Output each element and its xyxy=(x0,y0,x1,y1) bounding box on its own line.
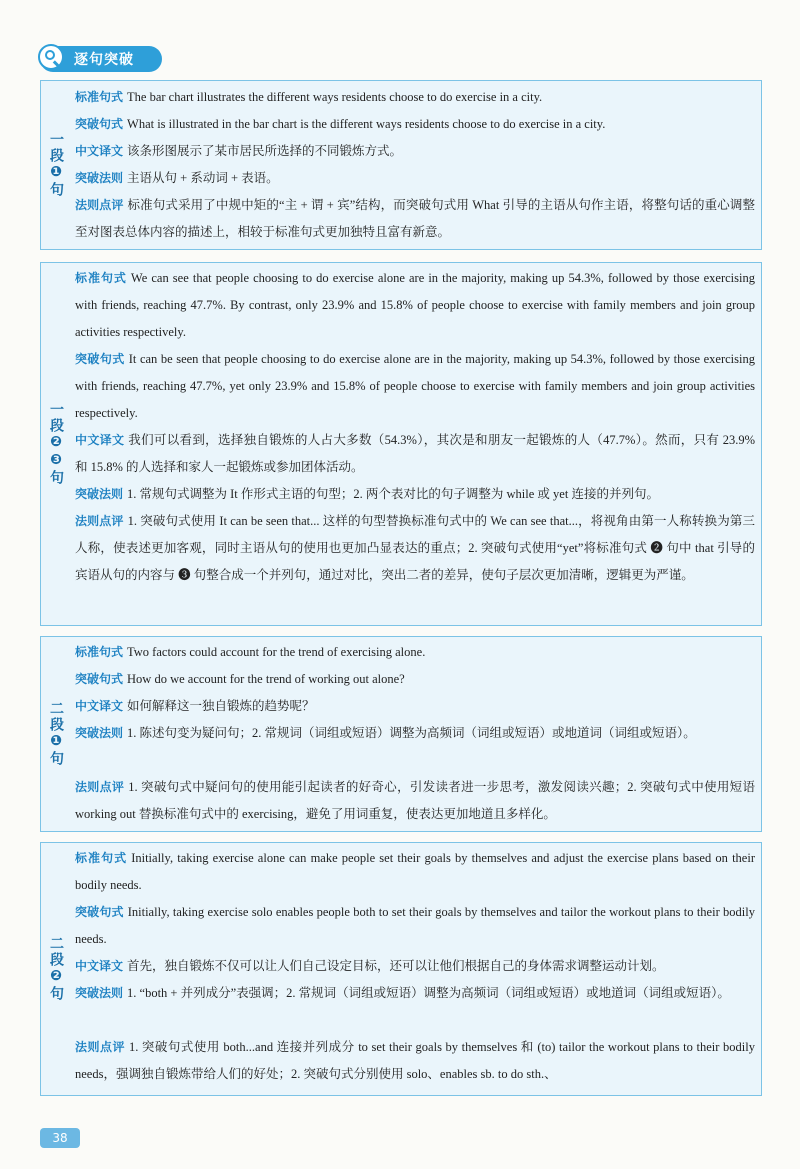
row-text: 1. 突破句式中疑问句的使用能引起读者的好奇心，引发读者进一步思考，激发阅读兴趣；2. 突破句式中使用短语 working out 替换标准句式中的 exercising，避免了用词重复，使表达更加地道且多样化。 xyxy=(75,780,755,821)
row-label: 法则点评 xyxy=(75,514,124,528)
row-breakthrough xyxy=(75,346,755,427)
row-text: 1. 陈述句变为疑问句；2. 常规词（词组或短语）调整为高频词（词组或短语）或地道词（词组或短语）。 xyxy=(127,726,696,740)
row-label: 中文译文 xyxy=(75,433,125,447)
header-title: 逐句突破 xyxy=(74,52,134,68)
section-content xyxy=(75,263,755,625)
row-label: 突破句式 xyxy=(75,905,124,919)
row-rule xyxy=(75,720,755,747)
row-label: 突破句式 xyxy=(75,352,125,366)
row-text: 如何解释这一独自锻炼的趋势呢？ xyxy=(127,699,315,713)
row-text: It can be seen that people choosing to do exercise alone are in the majority, making up 54.3%, followed by those exercising with friends, reaching 47.7%, yet only 23.9% and 15.8% of people choose to exercise with family members and join group activities respectively. xyxy=(75,352,755,420)
side-label: 一段❶句 xyxy=(48,132,64,198)
side-label-box xyxy=(41,637,71,831)
row-label: 中文译文 xyxy=(75,144,124,158)
row-translation xyxy=(75,693,755,720)
row-label: 标准句式 xyxy=(75,271,127,285)
row-text: 主语从句 + 系动词 + 表语。 xyxy=(127,171,279,185)
side-label: 一段❷❸句 xyxy=(48,402,64,486)
row-text: 我们可以看到，选择独自锻炼的人占大多数（54.3%），其次是和朋友一起锻炼的人（47.7%）。然而，只有 23.9% 和 15.8% 的人选择和家人一起锻炼或参加团体活动。 xyxy=(75,433,755,474)
section-para1-sentence1 xyxy=(40,80,762,250)
row-comment xyxy=(75,774,755,828)
row-comment xyxy=(75,192,755,246)
side-label-box xyxy=(41,843,71,1095)
row-label: 突破句式 xyxy=(75,117,124,131)
row-standard xyxy=(75,639,755,666)
row-text: 标准句式采用了中规中矩的“主 + 谓 + 宾”结构，而突破句式用 What 引导的主语从句作主语，将整句话的重心调整至对图表总体内容的描述上，相较于标准句式更加独特且富有新意。 xyxy=(75,198,755,239)
row-text: 1. “both + 并列成分”表强调；2. 常规词（词组或短语）调整为高频词（词组或短语）或地道词（词组或短语）。 xyxy=(127,986,730,1000)
row-text: 1. 突破句式使用 It can be seen that... 这样的句型替换标准句式中的 We can see that...，将视角由第一人称转换为第三人称，使表述更加客观，同时主语从句的使用也更加凸显表达的重点；2. 突破句式使用“yet”将标准句式 ❷ 句中 that 引导的宾语从句的内容与 ❸ 句整合成一个并列句，通过对比，突出二者的差异，使句子层次更加清晰，逻辑更为严谨。 xyxy=(75,514,755,582)
row-label: 突破句式 xyxy=(75,672,124,686)
row-breakthrough xyxy=(75,899,755,953)
row-label: 突破法则 xyxy=(75,487,124,501)
row-standard xyxy=(75,265,755,346)
row-text: How do we account for the trend of working out alone? xyxy=(127,672,405,686)
section-para2-sentence1 xyxy=(40,636,762,832)
row-rule xyxy=(75,980,755,1007)
row-text: 1. 突破句式使用 both...and 连接并列成分 to set their goals by themselves 和 (to) tailor the workout plans to their bodily needs，强调独自锻炼带给人们的好处；2. 突破句式分别使用 solo、enables sb. to do sth.、 xyxy=(75,1040,755,1081)
row-breakthrough xyxy=(75,111,755,138)
row-text: Initially, taking exercise alone can make people set their goals by themselves and adjust the exercise plans based on their bodily needs. xyxy=(75,851,755,892)
row-label: 中文译文 xyxy=(75,699,124,713)
row-translation xyxy=(75,953,755,980)
row-text: 首先，独自锻炼不仅可以让人们自己设定目标，还可以让他们根据自己的身体需求调整运动计划。 xyxy=(127,959,665,973)
row-standard xyxy=(75,84,755,111)
row-comment xyxy=(75,508,755,589)
section-header xyxy=(40,46,162,72)
row-label: 法则点评 xyxy=(75,1040,125,1054)
row-standard xyxy=(75,845,755,899)
row-label: 突破法则 xyxy=(75,726,124,740)
row-rule xyxy=(75,165,755,192)
section-content xyxy=(75,637,755,831)
side-label: 二段❷句 xyxy=(48,936,64,1002)
side-label-box xyxy=(41,81,71,249)
row-translation xyxy=(75,427,755,481)
row-text: Two factors could account for the trend of exercising alone. xyxy=(127,645,426,659)
row-breakthrough xyxy=(75,666,755,693)
row-text: 该条形图展示了某市居民所选择的不同锻炼方式。 xyxy=(127,144,403,158)
side-label: 二段❶句 xyxy=(48,701,64,767)
page-number: 38 xyxy=(40,1128,80,1148)
row-label: 中文译文 xyxy=(75,959,124,973)
header-pill xyxy=(40,46,162,72)
row-label: 标准句式 xyxy=(75,90,124,104)
section-para2-sentence2 xyxy=(40,842,762,1096)
row-text: 1. 常规句式调整为 It 作形式主语的句型；2. 两个表对比的句子调整为 while 或 yet 连接的并列句。 xyxy=(127,487,659,501)
section-content xyxy=(75,843,755,1095)
row-label: 标准句式 xyxy=(75,851,128,865)
row-label: 突破法则 xyxy=(75,171,124,185)
row-label: 法则点评 xyxy=(75,780,125,794)
row-label: 标准句式 xyxy=(75,645,124,659)
row-text: The bar chart illustrates the different ways residents choose to do exercise in a city. xyxy=(127,90,543,104)
row-text: What is illustrated in the bar chart is the different ways residents choose to do exercise in a city. xyxy=(127,117,606,131)
row-label: 法则点评 xyxy=(75,198,124,212)
row-translation xyxy=(75,138,755,165)
row-rule xyxy=(75,481,755,508)
side-label-box xyxy=(41,263,71,625)
section-para1-sentence2-3 xyxy=(40,262,762,626)
section-content xyxy=(75,81,755,249)
row-label: 突破法则 xyxy=(75,986,124,1000)
row-text: Initially, taking exercise solo enables people both to set their goals by themselves and tailor the workout plans to their bodily needs. xyxy=(75,905,755,946)
search-icon xyxy=(38,44,64,70)
row-text: We can see that people choosing to do exercise alone are in the majority, making up 54.3%, followed by those exercising with friends, reaching 47.7%. By contrast, only 23.9% and 15.8% of people choose to exercise with family members and join group activities respectively. xyxy=(75,271,755,339)
row-comment xyxy=(75,1034,755,1088)
